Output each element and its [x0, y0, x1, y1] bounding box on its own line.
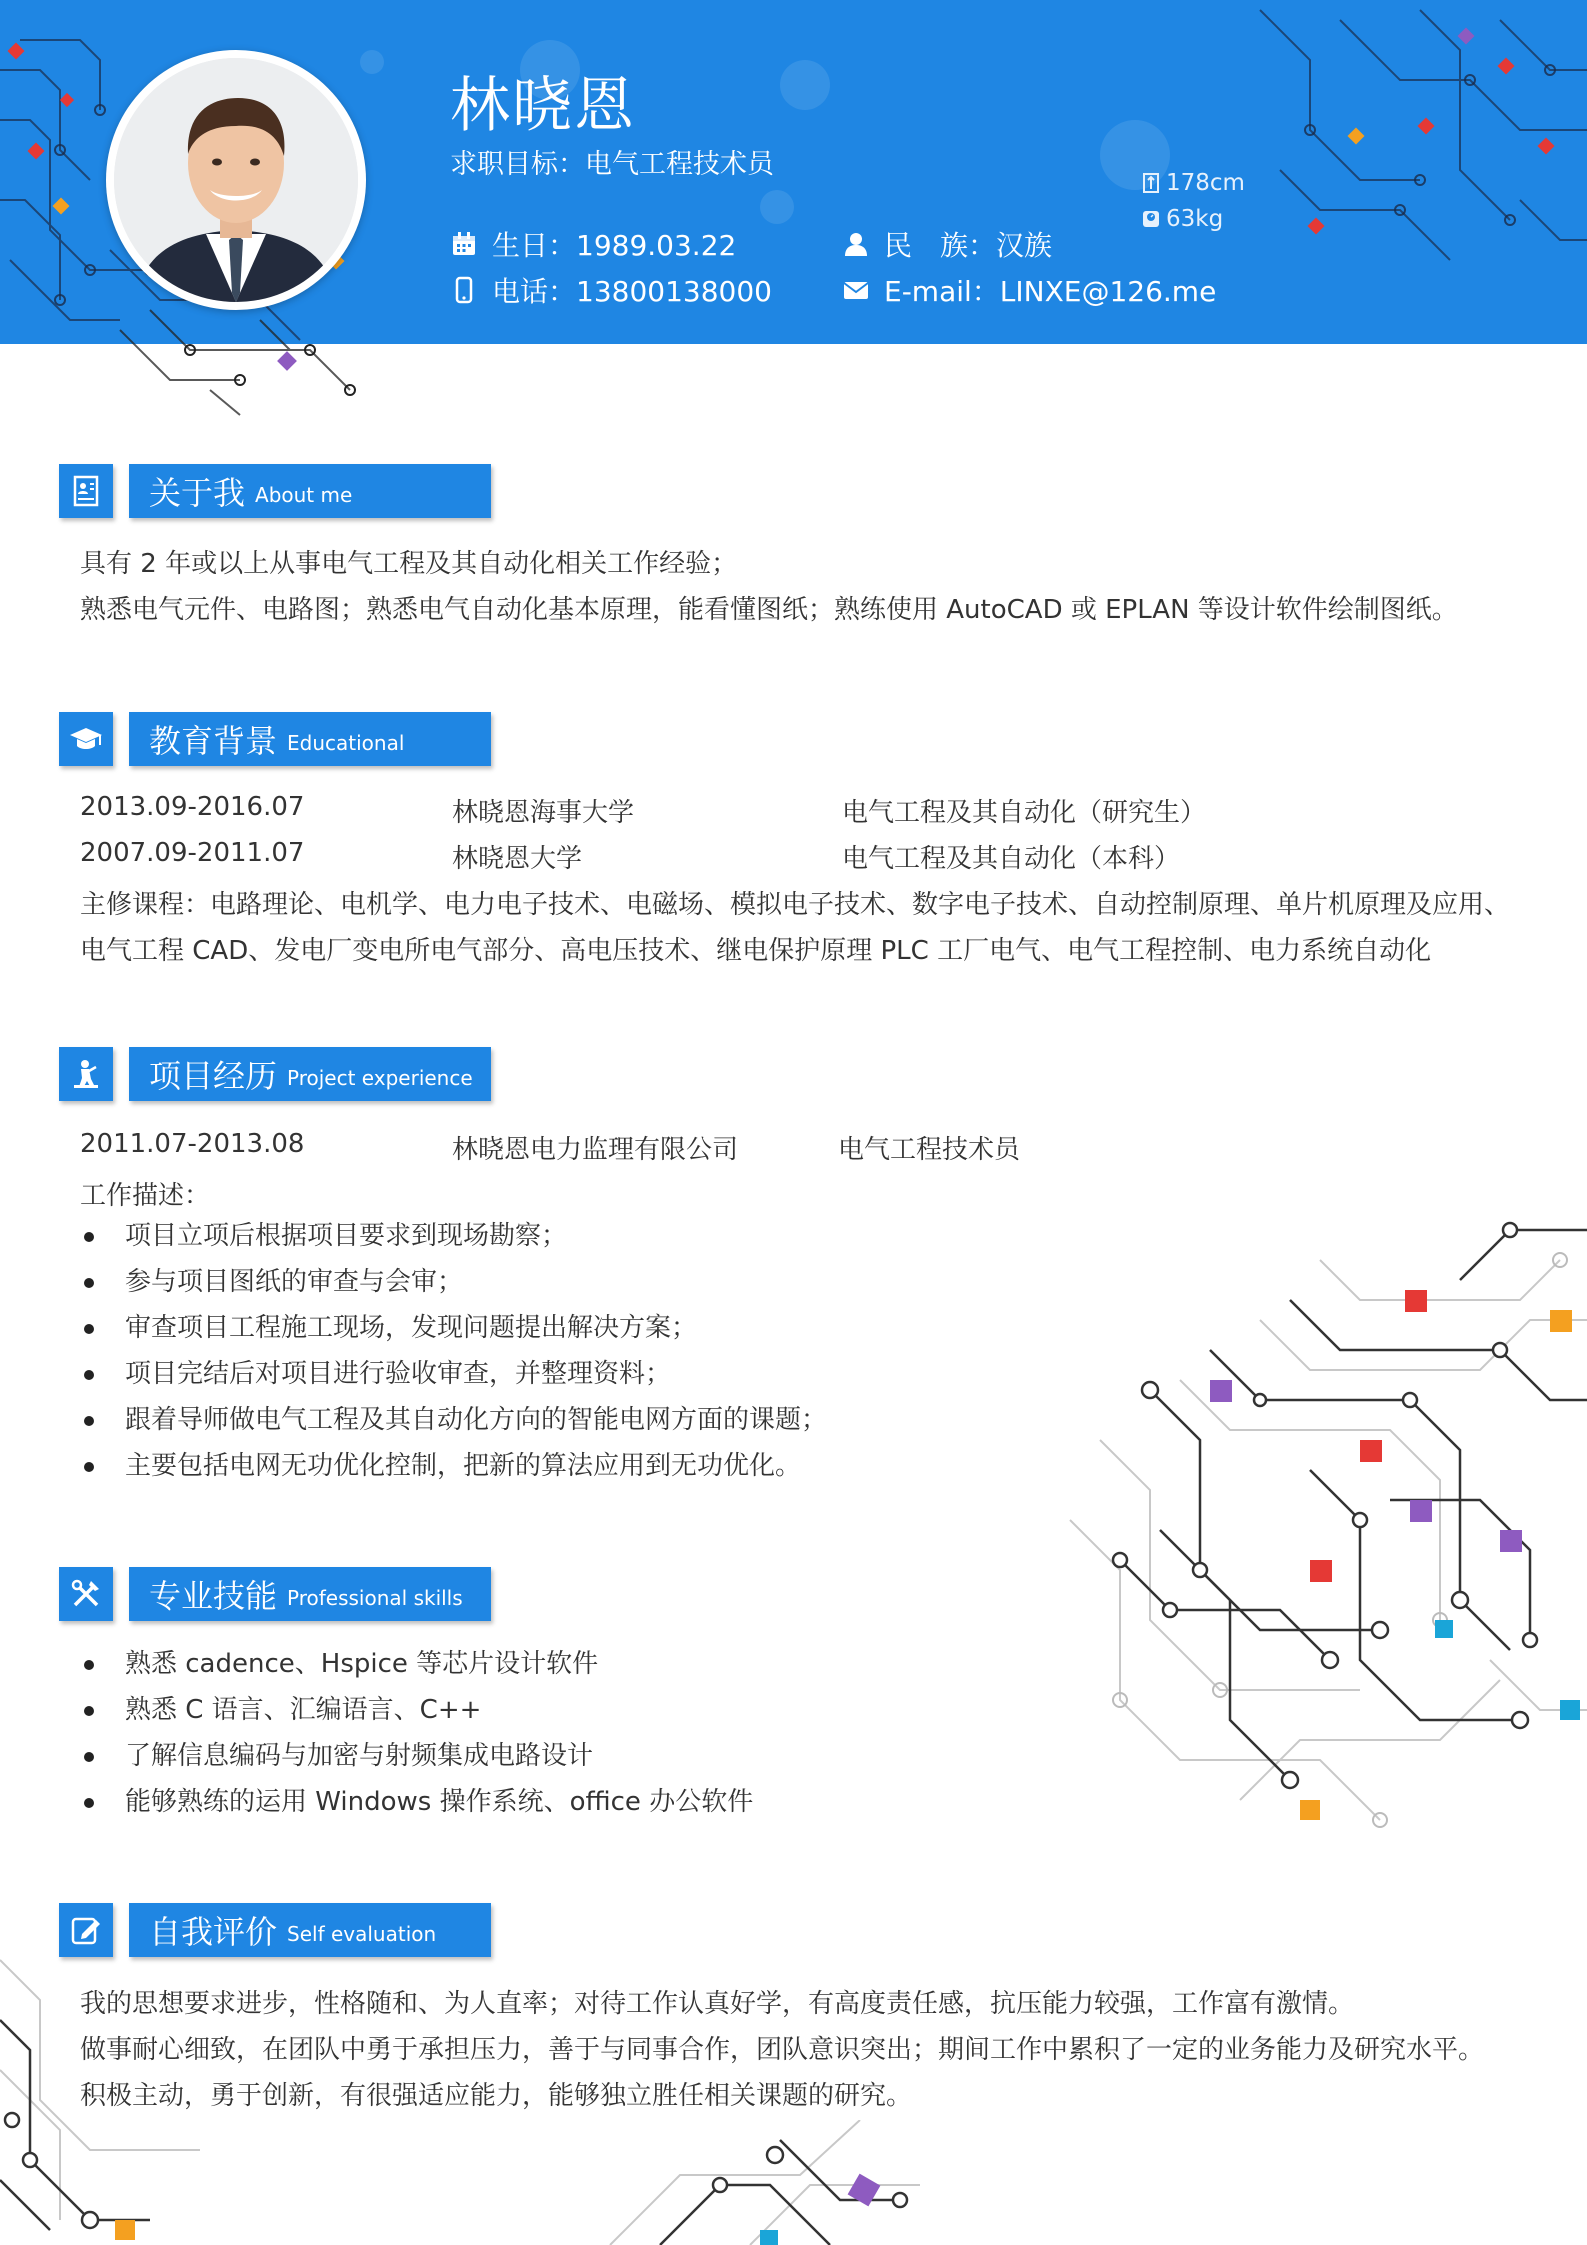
profile-name: 林晓恩: [450, 71, 636, 141]
circuit-decoration-bottom-center: [600, 2120, 980, 2245]
graduation-cap-icon: [68, 721, 104, 757]
edu-courses-line: 主修课程：电路理论、电机学、电力电子技术、电磁场、模拟电子技术、数字电子技术、自动控制原理、单片机原理及应用、: [80, 890, 1511, 920]
section-title-cn: 自我评价: [149, 1913, 278, 1951]
about-line: 具有 2 年或以上从事电气工程及其自动化相关工作经验；: [80, 549, 738, 579]
section-title-cn: 关于我: [149, 474, 246, 512]
project-company: 林晓恩电力监理有限公司: [452, 1135, 739, 1165]
circuit-decoration-right: [1220, 0, 1587, 344]
list-item: 熟悉 cadence、Hspice 等芯片设计软件: [80, 1641, 753, 1687]
section-title-cn: 专业技能: [149, 1577, 278, 1615]
user-icon: [842, 230, 870, 258]
section-title-en: Self evaluation: [287, 1922, 437, 1946]
section-title-project: [129, 1047, 491, 1101]
project-duty-list: [80, 1213, 827, 1489]
list-item: 能够熟练的运用 Windows 操作系统、office 办公软件: [80, 1779, 753, 1825]
edu-period: 2013.09-2016.07: [80, 792, 305, 822]
project-role: 电气工程技术员: [838, 1135, 1021, 1165]
section-title-skills: [129, 1567, 491, 1621]
mobile-phone-icon: [450, 276, 478, 304]
section-icon-education: [59, 712, 113, 766]
edu-major: 电气工程及其自动化（研究生）: [842, 798, 1207, 828]
section-title-education: [129, 712, 491, 766]
weight-row: [1142, 206, 1223, 232]
phone-row: [450, 270, 772, 310]
edu-period: 2007.09-2011.07: [80, 838, 305, 868]
email-text: E-mail：LINXE@126.me: [884, 275, 1217, 308]
self-eval-line: 积极主动，勇于创新，有很强适应能力，能够独立胜任相关课题的研究。: [80, 2081, 913, 2111]
section-icon-self: [59, 1903, 113, 1957]
section-title-self: [129, 1903, 491, 1957]
section-title-en: Educational: [287, 731, 405, 755]
calendar-icon: [450, 230, 478, 258]
avatar-photo: [114, 58, 358, 302]
list-item: 审查项目工程施工现场，发现问题提出解决方案；: [80, 1305, 827, 1351]
birthday-text: 生日：1989.03.22: [492, 229, 737, 262]
section-title-en: About me: [255, 483, 353, 507]
edu-school: 林晓恩大学: [452, 844, 583, 874]
height-row: [1142, 170, 1245, 196]
birthday-row: [450, 224, 736, 264]
email-row: [842, 270, 1216, 310]
self-eval-line: 我的思想要求进步，性格随和、为人直率；对待工作认真好学，有高度责任感，抗压能力较强，工作富有激情。: [80, 1989, 1355, 2019]
section-icon-about: [59, 464, 113, 518]
edu-courses-line: 电气工程 CAD、发电厂变电所电气部分、高电压技术、继电保护原理 PLC 工厂电气、电气工程控制、电力系统自动化: [80, 936, 1432, 966]
height-text: 178cm: [1166, 170, 1245, 196]
edit-icon: [69, 1913, 103, 1947]
circuit-decoration-right-middle: [1060, 1200, 1587, 1840]
skills-list: [80, 1641, 753, 1825]
section-icon-skills: [59, 1567, 113, 1621]
list-item: 了解信息编码与加密与射频集成电路设计: [80, 1733, 753, 1779]
project-period: 2011.07-2013.08: [80, 1129, 305, 1159]
portrait-illustration: [114, 58, 358, 302]
weight-scale-icon: [1142, 208, 1160, 230]
section-icon-project: [59, 1047, 113, 1101]
edu-school: 林晓恩海事大学: [452, 798, 635, 828]
list-item: 项目完结后对项目进行验收审查，并整理资料；: [80, 1351, 827, 1397]
section-title-cn: 项目经历: [149, 1057, 278, 1095]
self-eval-line: 做事耐心细致，在团队中勇于承担压力，善于与同事合作，团队意识突出；期间工作中累积了一定的业务能力及研究水平。: [80, 2035, 1485, 2065]
section-title-about: [129, 464, 491, 518]
list-item: 熟悉 C 语言、汇编语言、C++: [80, 1687, 753, 1733]
worker-icon: [69, 1057, 103, 1091]
job-objective: 求职目标：电气工程技术员: [450, 149, 774, 180]
section-title-cn: 教育背景: [149, 722, 278, 760]
list-item: 主要包括电网无功优化控制，把新的算法应用到无功优化。: [80, 1443, 827, 1489]
list-item: 参与项目图纸的审查与会审；: [80, 1259, 827, 1305]
ethnicity-row: [842, 224, 1052, 264]
envelope-icon: [842, 276, 870, 304]
list-item: 跟着导师做电气工程及其自动化方向的智能电网方面的课题；: [80, 1397, 827, 1443]
ethnicity-text: 民 族：汉族: [884, 229, 1053, 262]
section-title-en: Project experience: [287, 1066, 473, 1090]
weight-text: 63kg: [1166, 206, 1224, 232]
circuit-decoration-under-avatar: [110, 300, 390, 420]
profile-card-icon: [69, 474, 103, 508]
project-desc-label: 工作描述：: [80, 1181, 211, 1211]
list-item: 项目立项后根据项目要求到现场勘察；: [80, 1213, 827, 1259]
phone-text: 电话：13800138000: [492, 275, 772, 308]
tools-icon: [69, 1577, 103, 1611]
height-icon: [1142, 172, 1160, 194]
about-line: 熟悉电气元件、电路图；熟悉电气自动化基本原理，能看懂图纸；熟练使用 AutoCAD 或 EPLAN 等设计软件绘制图纸。: [80, 595, 1458, 625]
section-title-en: Professional skills: [287, 1586, 463, 1610]
edu-major: 电气工程及其自动化（本科）: [842, 844, 1181, 874]
